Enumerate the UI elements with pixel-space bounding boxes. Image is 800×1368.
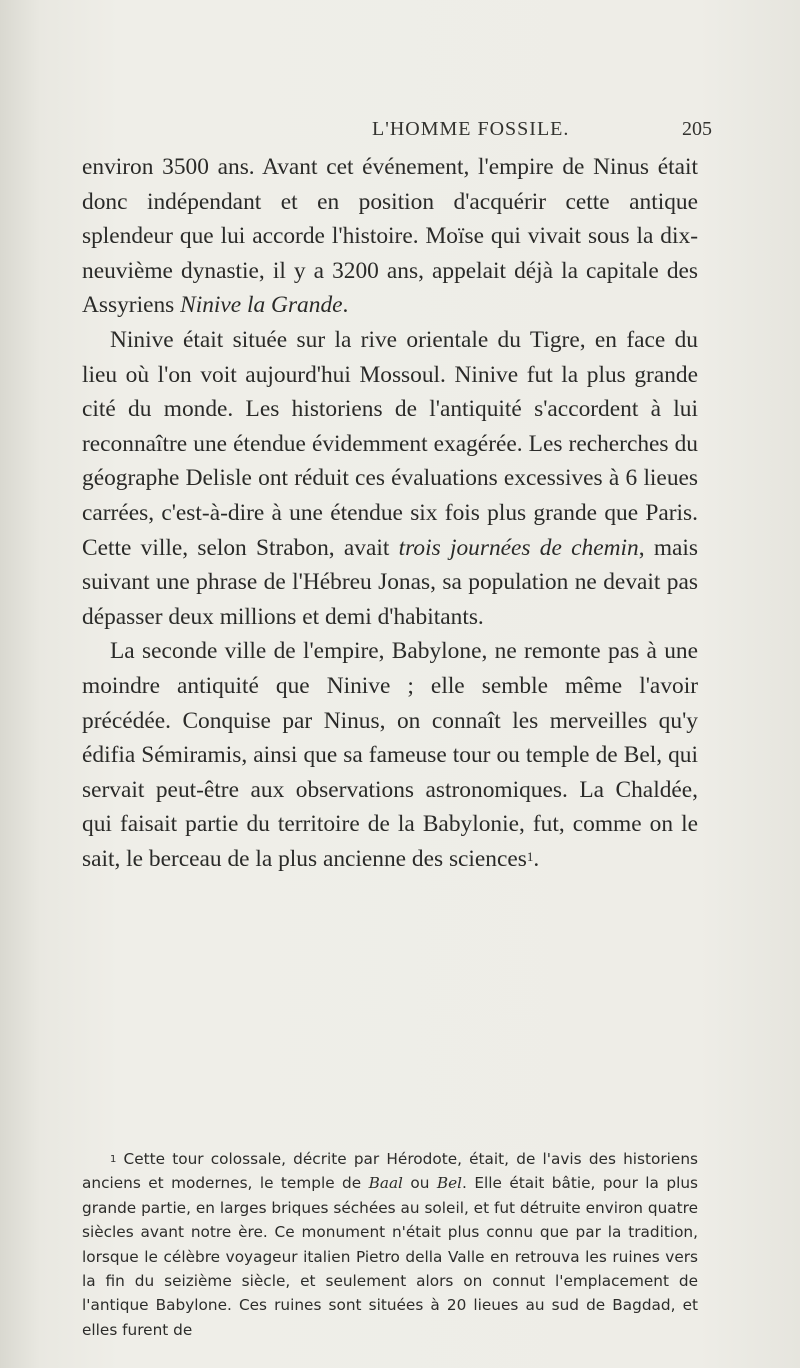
- paragraph-1-text: environ 3500 ans. Avant cet événement, l'empire de Ninus était donc indépendant et en position d'acquérir cette antique splendeur que lui accorde l'histoire. Moïse qui vivait sous la dix-neuvième dynastie, il y a 3200 ans, appelait déjà la capitale des Assyriens: [82, 154, 698, 319]
- footnote-text-c: . Elle était bâtie, pour la plus grande partie, en larges briques séchées au soleil, et fut détruite environ quatre siècles avant notre ère. Ce monument n'était plus connu que par la tradition, lorsque le célèbre voyageur italien Pietro della Valle en retrouva les ruines vers la fin du seizième siècle, et seulement alors on connut l'emplacement de l'antique Babylone. Ces ruines sont situées à 20 lieues au sud de Bagdad, et elles furent de: [82, 1174, 698, 1339]
- footnote-italic-baal: Baal: [368, 1174, 403, 1193]
- footnote-mark: 1: [110, 1154, 117, 1165]
- paragraph-1-italic: Ninive la Grande: [180, 292, 343, 319]
- paragraph-1: [82, 150, 698, 323]
- paragraph-1-end: .: [342, 292, 349, 319]
- paragraph-2-italic: trois journées de chemin: [398, 534, 639, 561]
- footnote-text-a: Cette tour colossale, décrite par Hérodote, était, de l'avis des historiens anciens et modernes, le temple de: [82, 1150, 698, 1193]
- footnote-reference[interactable]: 1: [526, 848, 534, 864]
- paragraph-2: [82, 323, 698, 634]
- paragraph-3-end: .: [533, 845, 540, 872]
- paragraph-3: [82, 634, 698, 876]
- page-number: 205: [682, 118, 712, 140]
- footnote-text-b: ou: [402, 1174, 437, 1193]
- main-text: [82, 150, 698, 876]
- running-title: L'HOMME FOSSILE.: [372, 118, 570, 140]
- footnote-italic-bel: Bel: [436, 1174, 463, 1193]
- paragraph-2-end: , mais suivant une phrase de l'Hébreu Jonas, sa population ne devait pas dépasser deux millions et demi d'habitants.: [82, 534, 699, 630]
- footnote: [82, 1147, 698, 1342]
- paragraph-2-text: Ninive était située sur la rive orientale du Tigre, en face du lieu où l'on voit aujourd'hui Mossoul. Ninive fut la plus grande cité du monde. Les historiens de l'antiquité s'accordent à lui reconnaître une étendue évidemment exagérée. Les recherches du géographe Delisle ont réduit ces évaluations excessives à 6 lieues carrées, c'est-à-dire à une étendue six fois plus grande que Paris. Cette ville, selon Strabon, avait: [82, 326, 698, 561]
- page-header: [0, 118, 800, 148]
- paragraph-3-text: La seconde ville de l'empire, Babylone, ne remonte pas à une moindre antiquité que Ninive ; elle semble même l'avoir précédée. Conquise par Ninus, on connaît les merveilles qu'y édifia Sémiramis, ainsi que sa fameuse tour ou temple de Bel, qui servait peut-être aux observations astronomiques. La Chaldée, qui faisait partie du territoire de la Babylonie, fut, comme on le sait, le berceau de la plus ancienne des sciences: [82, 638, 698, 872]
